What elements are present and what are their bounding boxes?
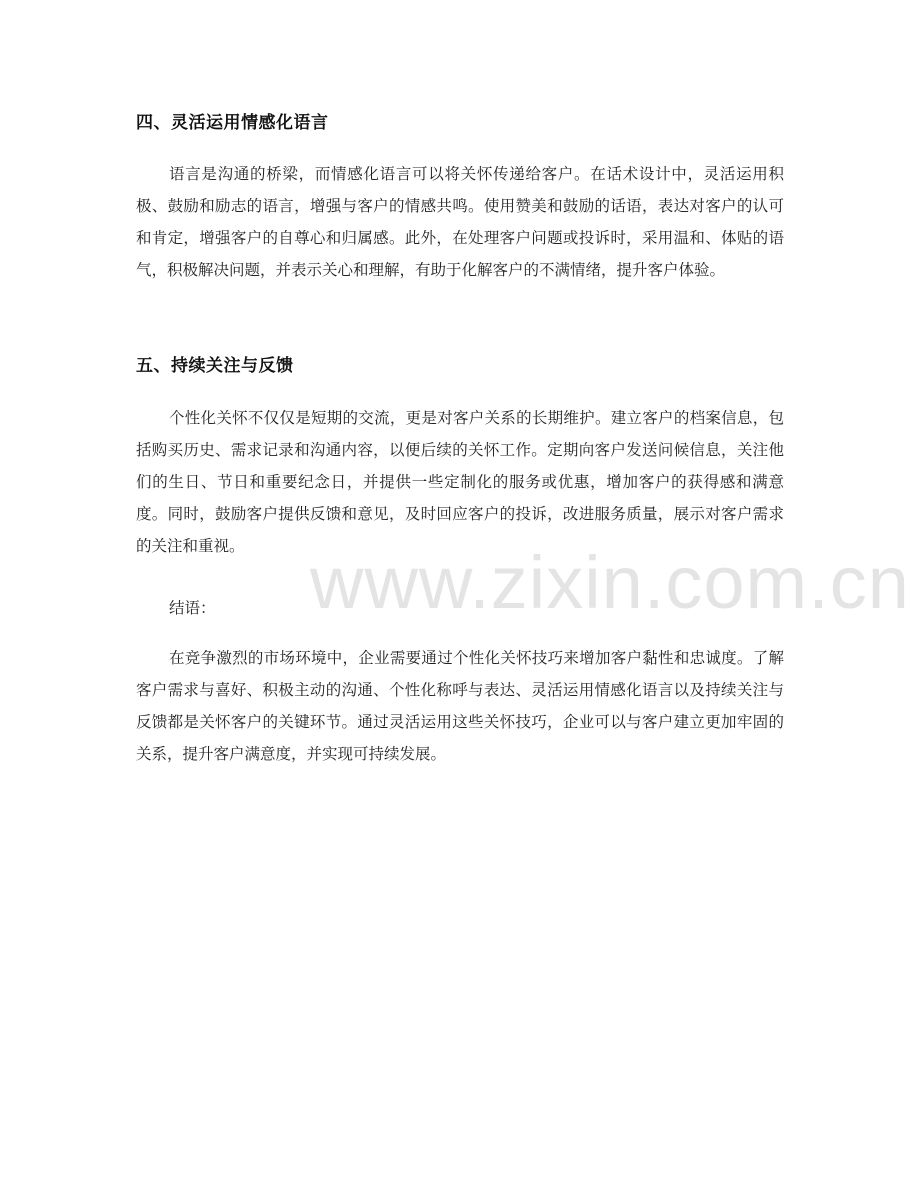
section-4-paragraph: 语言是沟通的桥梁，而情感化语言可以将关怀传递给客户。在话术设计中，灵活运用积极、鼓励和励志的语言，增强与客户的情感共鸣。使用赞美和鼓励的话语，表达对客户的认可和肯定，增强客户的自尊心和归属感。此外，在处理客户问题或投诉时，采用温和、体贴的语气，积极解决问题，并表示关心和理解，有助于化解客户的不满情绪，提升客户体验。 bbox=[136, 165, 784, 279]
conclusion-label: 结语： bbox=[169, 599, 216, 617]
section-5-heading: 五、持续关注与反馈 bbox=[136, 356, 294, 376]
watermark: www.zixin.com.cn bbox=[310, 541, 910, 624]
section-4-heading: 四、灵活运用情感化语言 bbox=[136, 113, 329, 133]
conclusion-paragraph: 在竞争激烈的市场环境中，企业需要通过个性化关怀技巧来增加客户黏性和忠诚度。了解客户需求与喜好、积极主动的沟通、个性化称呼与表达、灵活运用情感化语言以及持续关注与反馈都是关怀客户的关键环节。通过灵活运用这些关怀技巧，企业可以与客户建立更加牢固的关系，提升客户满意度，并实现可持续发展。 bbox=[136, 649, 784, 763]
section-5-paragraph: 个性化关怀不仅仅是短期的交流，更是对客户关系的长期维护。建立客户的档案信息，包括购买历史、需求记录和沟通内容，以便后续的关怀工作。定期向客户发送问候信息，关注他们的生日、节日和重要纪念日，并提供一些定制化的服务或优惠，增加客户的获得感和满意度。同时，鼓励客户提供反馈和意见，及时回应客户的投诉，改进服务质量，展示对客户需求的关注和重视。 bbox=[136, 409, 784, 555]
